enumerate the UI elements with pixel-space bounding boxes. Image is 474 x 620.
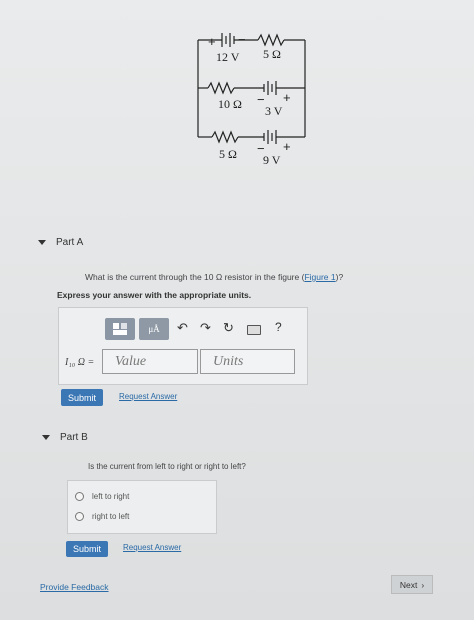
collapse-triangle-icon[interactable] (42, 435, 50, 440)
choice-left-to-right[interactable] (75, 492, 129, 501)
part-b-question: Is the current from left to right or right to left? (88, 462, 246, 471)
part-a-header[interactable] (38, 237, 83, 248)
request-answer-link[interactable]: Request Answer (123, 543, 182, 552)
emf-12v-label: 12 V (216, 50, 240, 64)
templates-button[interactable] (105, 318, 135, 340)
emf-9v-label: 9 V (263, 153, 281, 167)
choice-label: left to right (92, 492, 130, 501)
plus-sign: + (283, 90, 291, 105)
part-a-question: What is the current through the 10 Ω resistor in the figure (Figure 1)? (85, 272, 344, 282)
radio-button[interactable] (75, 512, 84, 521)
provide-feedback-link[interactable]: Provide Feedback (40, 582, 109, 592)
undo-icon[interactable]: ↶ (177, 320, 188, 335)
templates-icon (105, 318, 135, 340)
choice-box (67, 480, 217, 534)
value-input[interactable]: Value (102, 349, 198, 374)
reset-icon[interactable]: ↻ (223, 320, 234, 335)
keyboard-icon[interactable] (247, 325, 261, 335)
math-toolbar (105, 318, 169, 340)
request-answer-link[interactable]: Request Answer (119, 392, 178, 401)
submit-button[interactable]: Submit (66, 541, 108, 557)
next-button[interactable] (391, 575, 433, 594)
part-b-title: Part B (60, 432, 88, 443)
choice-label: right to left (92, 512, 130, 521)
minus-sign: − (257, 141, 265, 156)
figure-link[interactable]: Figure 1 (304, 272, 336, 282)
minus-sign: − (238, 32, 246, 47)
answer-instruction: Express your answer with the appropriate units. (57, 290, 252, 300)
part-b-header[interactable] (42, 432, 88, 443)
res-bottom-label: 5 Ω (219, 147, 237, 161)
chevron-right-icon: › (421, 579, 425, 590)
next-label: Next (399, 579, 418, 590)
minus-sign: − (257, 92, 265, 107)
redo-icon[interactable]: ↷ (200, 320, 211, 335)
emf-3v-label: 3 V (265, 104, 283, 118)
submit-button[interactable]: Submit (61, 389, 103, 406)
res-10-label: 10 Ω (218, 97, 242, 111)
choice-right-to-left[interactable] (75, 512, 129, 521)
plus-sign: + (208, 34, 216, 49)
part-a-title: Part A (56, 237, 84, 248)
variable-label: I₁₀ Ω = (65, 357, 95, 368)
res-top-label: 5 Ω (263, 47, 281, 61)
help-icon[interactable]: ? (275, 320, 282, 334)
plus-sign: + (283, 139, 291, 154)
units-input[interactable]: Units (200, 349, 295, 374)
collapse-triangle-icon[interactable] (38, 240, 46, 245)
radio-button[interactable] (75, 492, 84, 501)
units-button[interactable]: μÅ (139, 318, 169, 340)
